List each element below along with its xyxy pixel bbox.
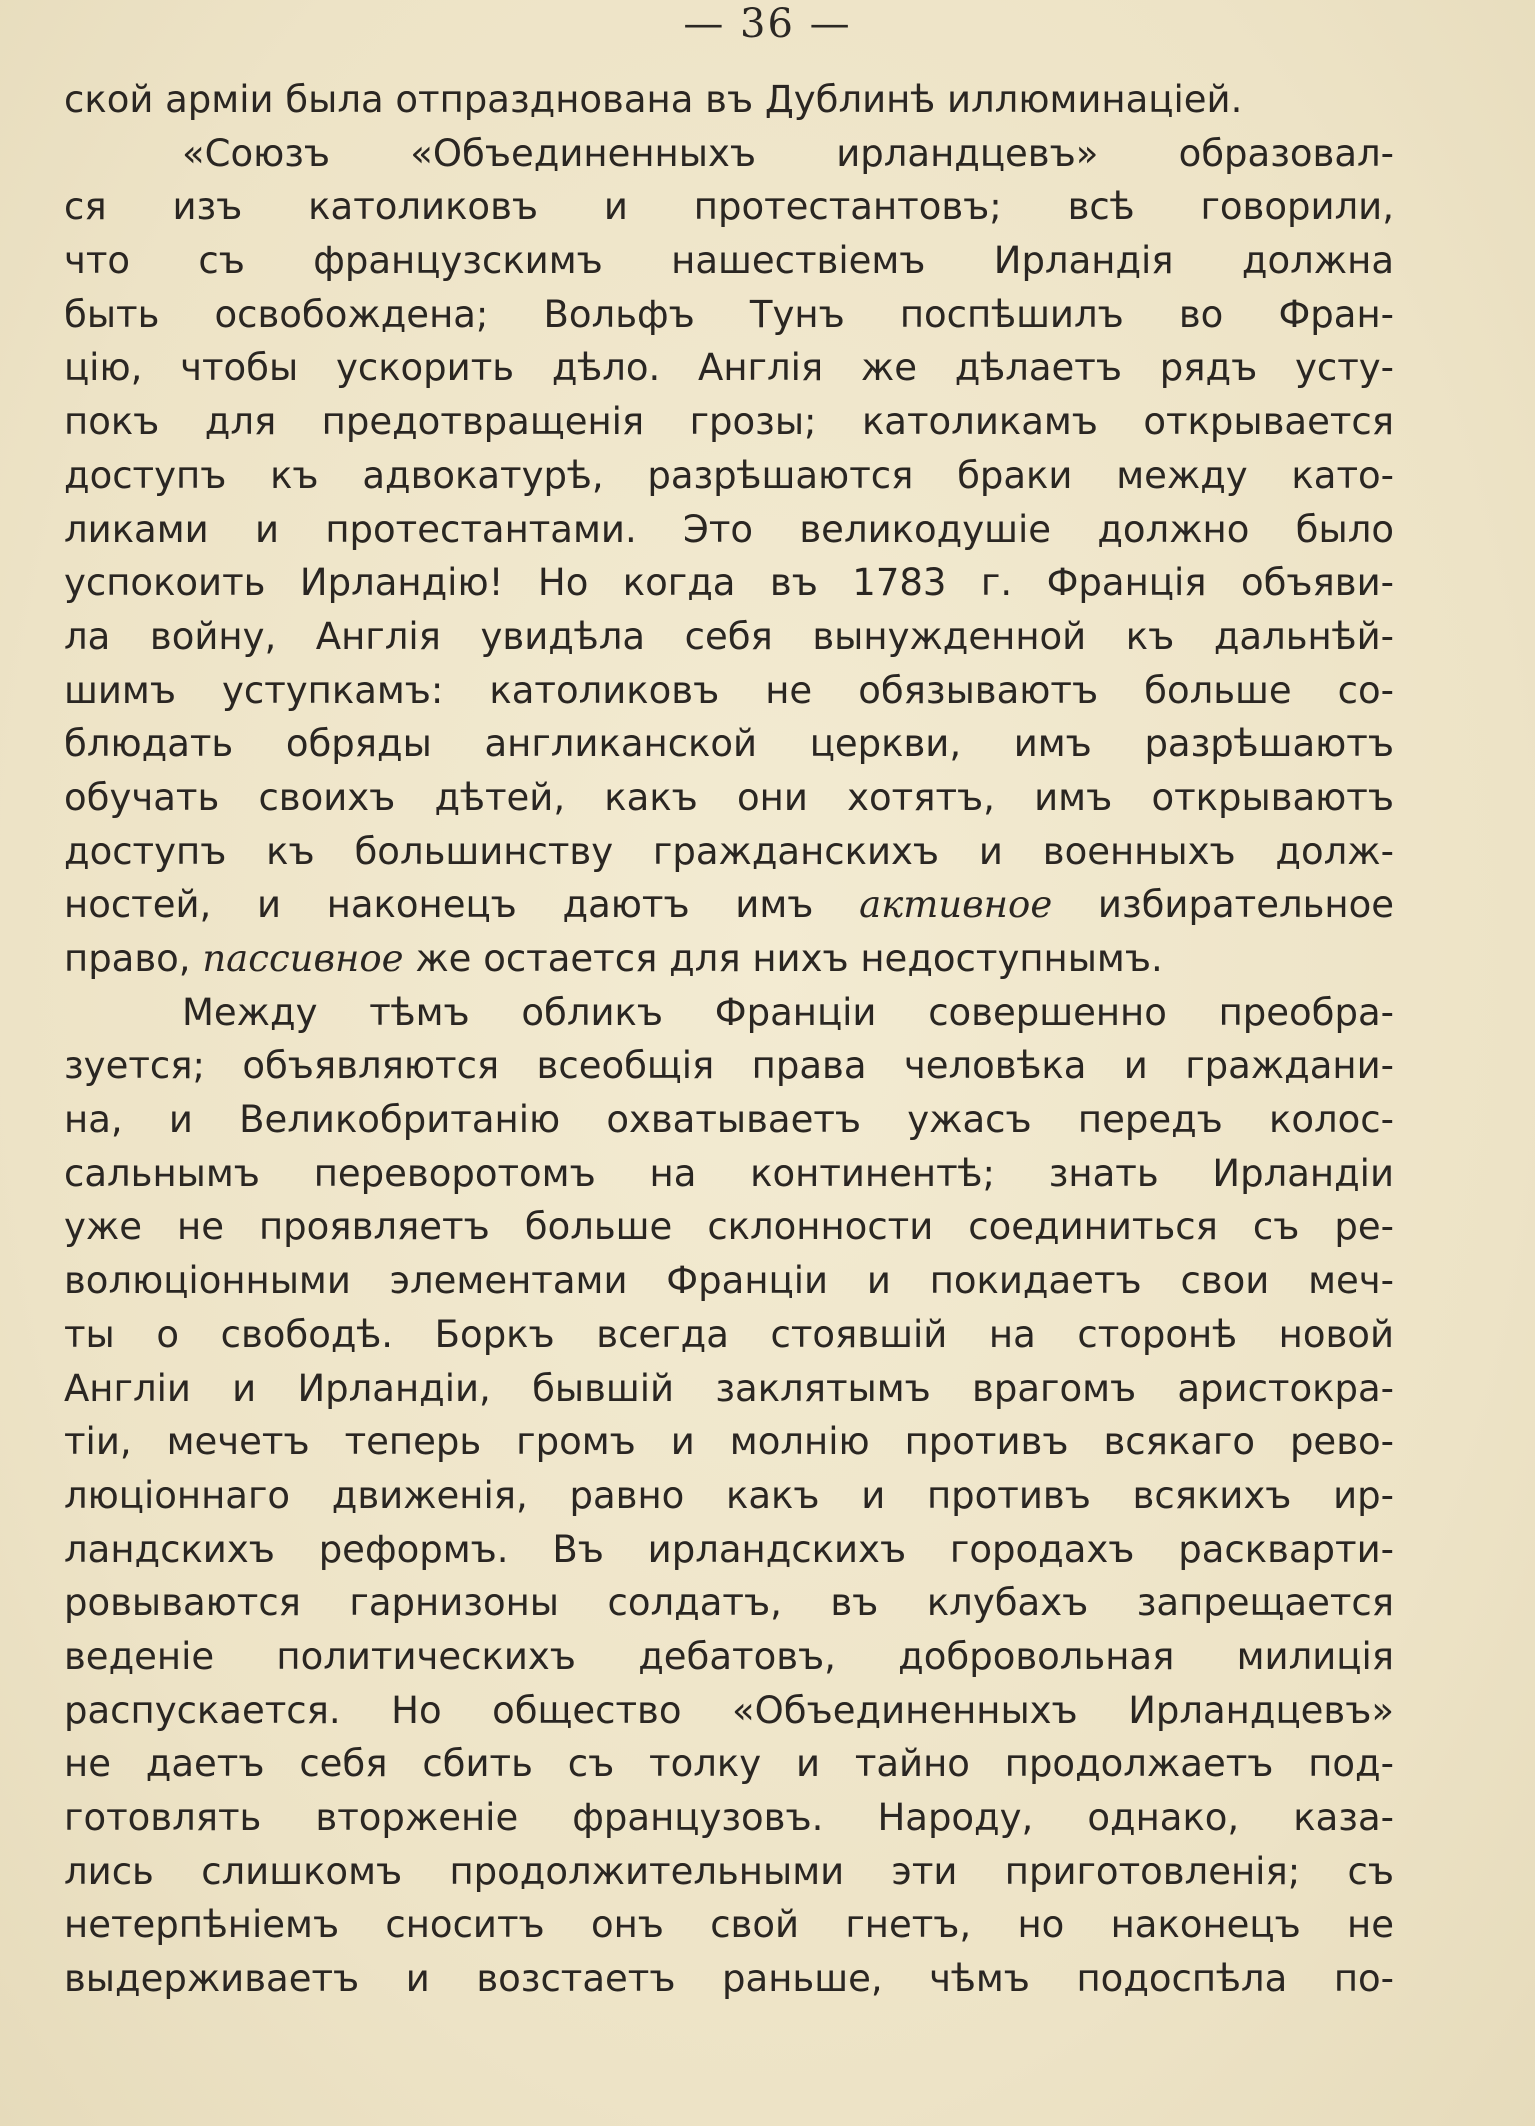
text-segment: блюдать обряды англиканской церкви, имъ разрѣшаютъ <box>64 722 1394 766</box>
text-segment: доступъ къ адвокатурѣ, разрѣшаются браки между като- <box>64 453 1394 497</box>
text-line <box>64 503 1394 557</box>
text-line <box>64 1362 1394 1416</box>
text-segment: ностей, и наконецъ даютъ имъ <box>64 883 860 927</box>
text-segment: избирательное <box>1052 883 1394 927</box>
text-line <box>64 73 1394 127</box>
text-line <box>64 1039 1394 1093</box>
text-line <box>64 288 1394 342</box>
text-line <box>64 1093 1394 1147</box>
text-segment: ся изъ католиковъ и протестантовъ; всѣ говорили, <box>64 185 1394 229</box>
text-segment: успокоить Ирландію! Но когда въ 1783 г. Франція объяви- <box>64 561 1394 605</box>
text-line <box>64 1791 1394 1845</box>
text-segment: распускается. Но общество «Объединенныхъ Ирландцевъ» <box>64 1688 1394 1732</box>
text-line <box>64 1147 1394 1201</box>
text-line <box>64 825 1394 879</box>
text-line <box>64 717 1394 771</box>
text-segment: быть освобождена; Вольфъ Тунъ поспѣшилъ во Фран- <box>64 292 1394 336</box>
text-line <box>64 1952 1394 2006</box>
text-segment: ликами и протестантами. Это великодушіе должно было <box>64 507 1394 551</box>
text-line <box>64 1737 1394 1791</box>
text-segment: ровываются гарнизоны солдатъ, въ клубахъ запрещается <box>64 1581 1394 1625</box>
text-segment: «Союзъ «Объединенныхъ ирландцевъ» образовал- <box>182 131 1394 175</box>
text-segment: шимъ уступкамъ: католиковъ не обязываютъ больше со- <box>64 668 1394 712</box>
text-segment: ландскихъ реформъ. Въ ирландскихъ городахъ раскварти- <box>64 1527 1394 1571</box>
body-text <box>64 73 1394 2006</box>
text-segment: не даетъ себя сбить съ толку и тайно продолжаетъ под- <box>64 1742 1394 1786</box>
text-line <box>64 1576 1394 1630</box>
text-segment: на, и Великобританію охватываетъ ужасъ передъ колос- <box>64 1098 1394 1142</box>
text-line <box>64 1523 1394 1577</box>
text-line <box>64 1308 1394 1362</box>
text-line <box>64 932 1394 986</box>
text-segment: ла войну, Англія увидѣла себя вынужденной къ дальнѣй- <box>64 614 1394 658</box>
text-line <box>64 341 1394 395</box>
text-line <box>64 1845 1394 1899</box>
text-segment: Англіи и Ирландіи, бывшій заклятымъ врагомъ аристокра- <box>64 1366 1394 1410</box>
text-segment: ской арміи была отпразднована въ Дублинѣ иллюминаціей. <box>64 78 1243 121</box>
text-line <box>64 1684 1394 1738</box>
text-segment: лись слишкомъ продолжительными эти приготовленія; съ <box>64 1849 1394 1893</box>
text-line <box>64 1469 1394 1523</box>
text-segment: что съ французскимъ нашествіемъ Ирландія должна <box>64 239 1394 283</box>
text-segment: выдерживаетъ и возстаетъ раньше, чѣмъ подоспѣла по- <box>64 1957 1394 2001</box>
text-line <box>64 1898 1394 1952</box>
text-segment: право, <box>64 937 203 980</box>
text-segment: люціоннаго движенія, равно какъ и противъ всякихъ ир- <box>64 1473 1394 1517</box>
page-number: — 36 — <box>683 1 852 47</box>
text-segment: нетерпѣніемъ сноситъ онъ свой гнетъ, но наконецъ не <box>64 1903 1394 1947</box>
text-segment: сальнымъ переворотомъ на континентѣ; знать Ирландіи <box>64 1151 1394 1195</box>
text-segment: тіи, мечетъ теперь громъ и молнію противъ всякаго рево- <box>64 1420 1394 1464</box>
text-segment: готовлять вторженіе французовъ. Народу, однако, каза- <box>64 1796 1394 1839</box>
text-line <box>64 986 1394 1040</box>
text-segment: цію, чтобы ускорить дѣло. Англія же дѣлаетъ рядъ усту- <box>64 346 1394 390</box>
text-line <box>64 234 1394 288</box>
text-line <box>64 127 1394 181</box>
text-line <box>64 395 1394 449</box>
text-segment: Между тѣмъ обликъ Франціи совершенно преобра- <box>182 990 1394 1034</box>
text-line <box>64 610 1394 664</box>
text-line <box>64 771 1394 825</box>
text-segment: покъ для предотвращенія грозы; католикамъ открывается <box>64 400 1394 444</box>
text-line <box>64 449 1394 503</box>
text-line <box>64 1630 1394 1684</box>
text-segment: уже не проявляетъ больше склонности соединиться съ ре- <box>64 1205 1394 1249</box>
text-line <box>64 878 1394 932</box>
text-segment: волюціонными элементами Франціи и покидаетъ свои меч- <box>64 1259 1394 1303</box>
text-segment: зуется; объявляются всеобщія права человѣка и граждани- <box>64 1044 1394 1088</box>
text-line <box>64 556 1394 610</box>
text-segment: веденіе политическихъ дебатовъ, добровольная милиція <box>64 1634 1394 1678</box>
text-line <box>64 180 1394 234</box>
text-line <box>64 1415 1394 1469</box>
text-line <box>64 1200 1394 1254</box>
text-segment: же остается для нихъ недоступнымъ. <box>403 937 1163 980</box>
text-segment: обучать своихъ дѣтей, какъ они хотятъ, имъ открываютъ <box>64 775 1394 819</box>
text-line <box>64 664 1394 718</box>
italic-term: активное <box>859 883 1053 927</box>
italic-term: пассивное <box>202 937 404 980</box>
text-segment: доступъ къ большинству гражданскихъ и военныхъ долж- <box>64 829 1394 873</box>
text-segment: ты о свободѣ. Боркъ всегда стоявшій на сторонѣ новой <box>64 1312 1394 1356</box>
text-line <box>64 1254 1394 1308</box>
